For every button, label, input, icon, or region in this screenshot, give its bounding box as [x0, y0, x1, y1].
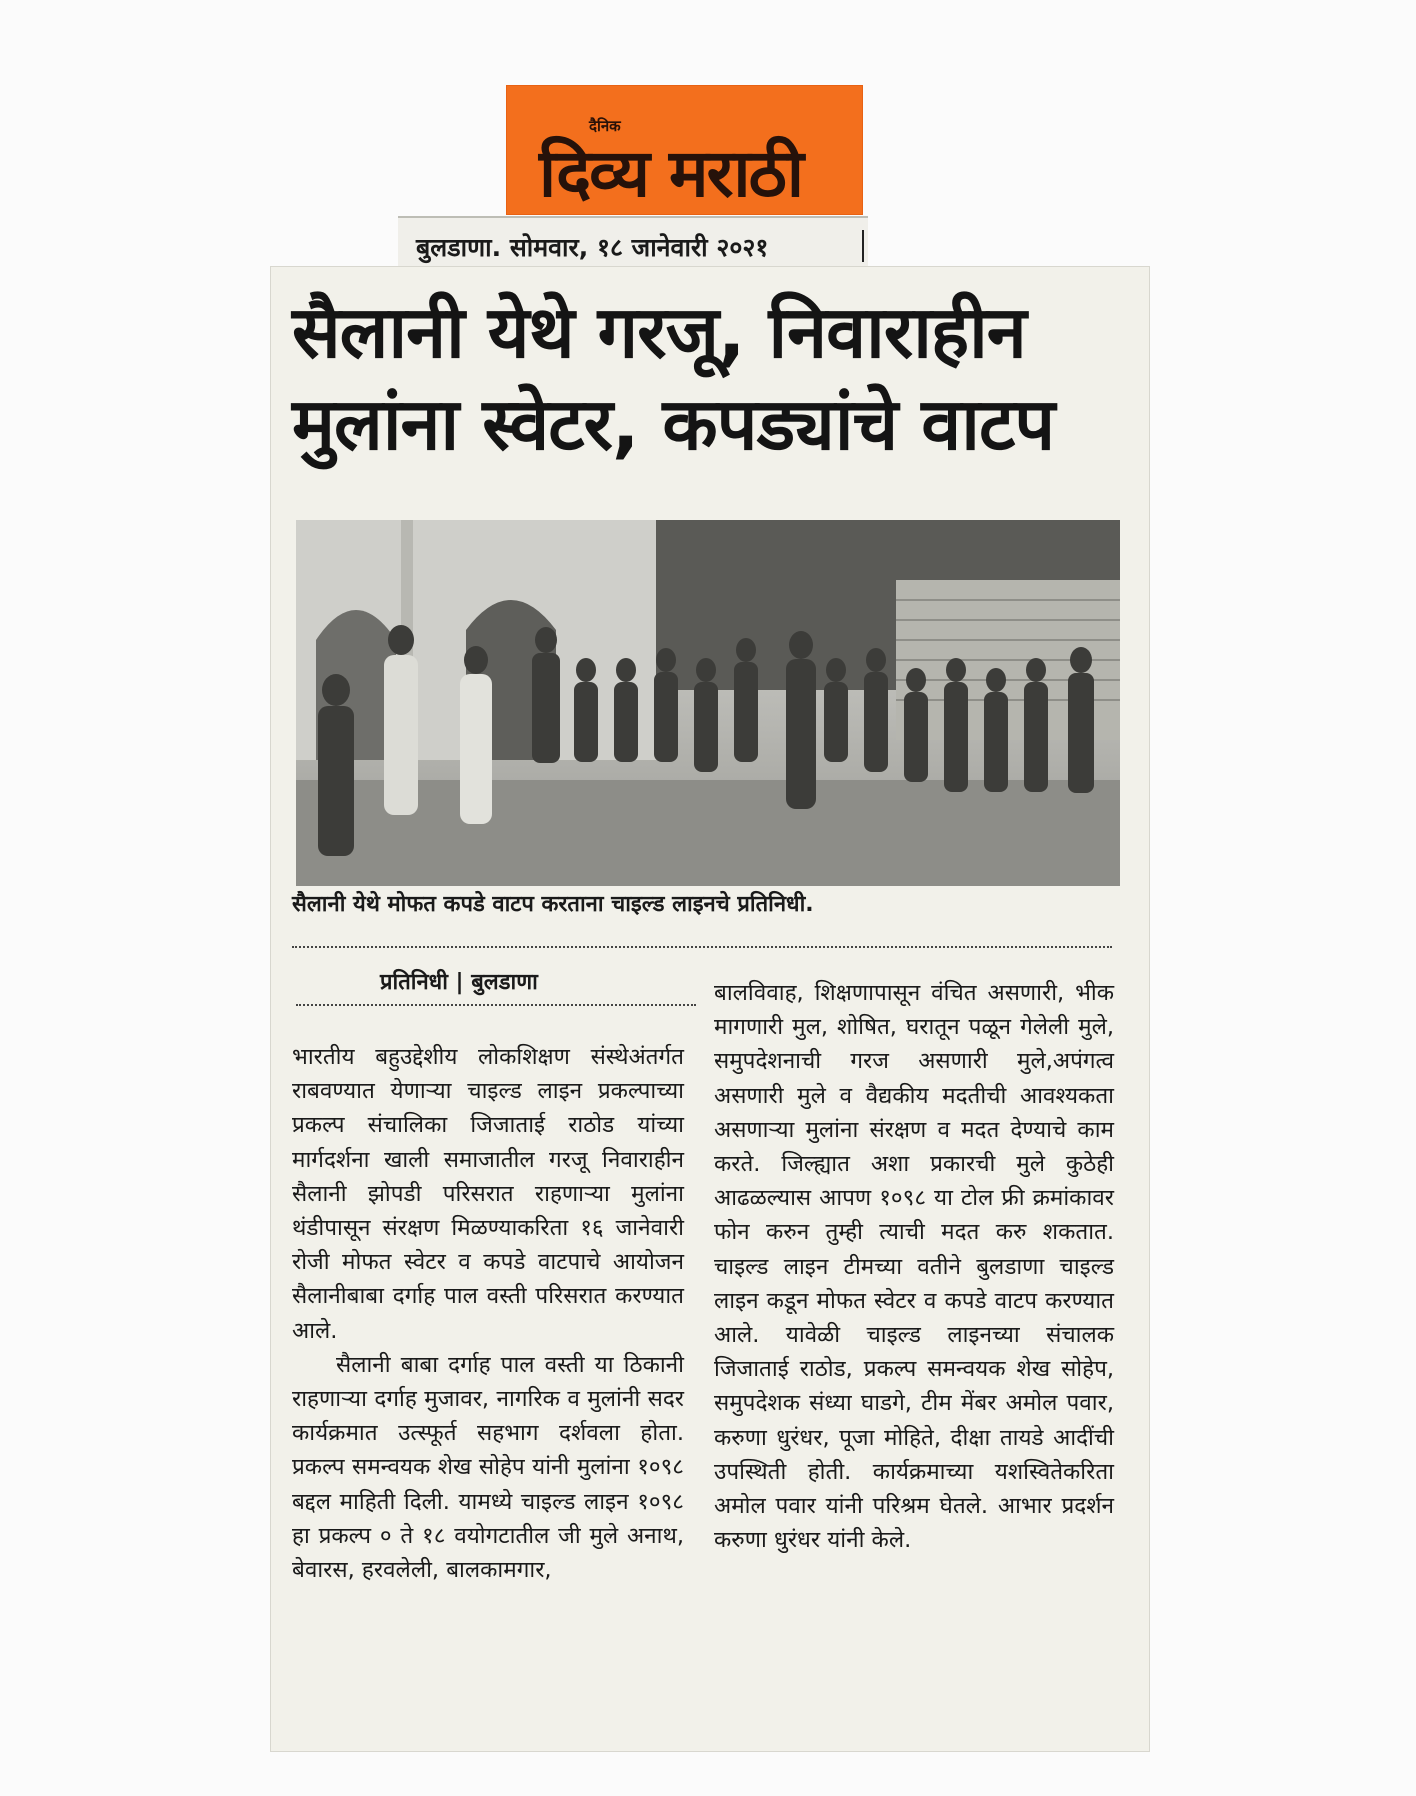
headline-line-2: मुलांना स्वेटर, कपड्यांचे वाटप	[292, 382, 1055, 466]
article-photo	[296, 520, 1120, 886]
dateline-divider	[862, 230, 864, 262]
article-paragraph: भारतीय बहुउद्देशीय लोकशिक्षण संस्थेअंतर्गत राबवण्यात येणाऱ्या चाइल्ड लाइन प्रकल्पाच्या प्रकल्प संचालिका जिजाताई राठोड यांच्या मार्गदर्शना खाली समाजातील गरजू निवाराहीन सैलानी झोपडी परिसरात राहणाऱ्या मुलांना थंडीपासून संरक्षण मिळण्याकरिता १६ जानेवारी रोजी मोफत स्वेटर व कपडे वाटपाचे आयोजन सैलानीबाबा दर्गाह पाल वस्ती परिसरात करण्यात आले.	[292, 1044, 684, 1344]
article-paragraph: सैलानी बाबा दर्गाह पाल वस्ती या ठिकानी राहणाऱ्या दर्गाह मुजावर, नागरिक व मुलांनी सदर कार्यक्रमात उत्स्फूर्त सहभाग दर्शवला होता. प्रकल्प समन्वयक शेख सोहेप यांनी मुलांना १०९८ बद्दल माहिती दिली. यामध्ये चाइल्ड लाइन १०९८ हा प्रकल्प ० ते १८ वयोगटातील जी मुले अनाथ, बेवारस, हरवलेली, बालकामगार,	[292, 1351, 684, 1584]
dateline-text: बुलडाणा. सोमवार, १८ जानेवारी २०२१	[416, 233, 769, 262]
article-column-2	[714, 976, 1114, 1557]
masthead-title: दिव्य मराठी	[539, 135, 802, 212]
caption-divider	[292, 946, 1112, 948]
article-column-1	[292, 1040, 684, 1587]
newspaper-masthead	[507, 86, 862, 214]
article-headline	[292, 286, 1132, 470]
article-paragraph: बालविवाह, शिक्षणापासून वंचित असणारी, भीक मागणारी मुल, शोषित, घरातून पळून गेलेली मुले, समुपदेशनाची गरज असणारी मुले,अपंगत्व असणारी मुले व वैद्यकीय मदतीची आवश्यकता असणाऱ्या मुलांना संरक्षण व मदत देण्याचे काम करते. जिल्ह्यात अशा प्रकारची मुले कुठेही आढळल्यास आपण १०९८ या टोल फ्री क्रमांकावर फोन करुन तुम्ही त्याची मदत करु शकतात. चाइल्ड लाइन टीमच्या वतीने बुलडाणा चाइल्ड लाइन कडून मोफत स्वेटर व कपडे वाटप करण्यात आले. यावेळी चाइल्ड लाइनच्या संचालक जिजाताई राठोड, प्रकल्प समन्वयक शेख सोहेप, समुपदेशक संध्या घाडगे, टीम मेंबर अमोल पवार, करुणा धुरंधर, पूजा मोहिते, दीक्षा तायडे आदींची उपस्थिती होती. कार्यक्रमाच्या यशस्वितेकरिता अमोल पवार यांनी परिश्रम घेतले. आभार प्रदर्शन करुणा धुरंधर यांनी केले.	[714, 980, 1114, 1554]
byline-divider	[296, 1004, 696, 1006]
headline-line-1: सैलानी येथे गरजू, निवाराहीन	[292, 290, 1026, 374]
photo-illustration	[296, 520, 1120, 886]
photo-caption: सैलानी येथे मोफत कपडे वाटप करताना चाइल्ड लाइनचे प्रतिनिधी.	[292, 892, 814, 917]
byline: प्रतिनिधी | बुलडाणा	[380, 970, 538, 995]
masthead-daily-label: दैनिक	[589, 117, 621, 135]
